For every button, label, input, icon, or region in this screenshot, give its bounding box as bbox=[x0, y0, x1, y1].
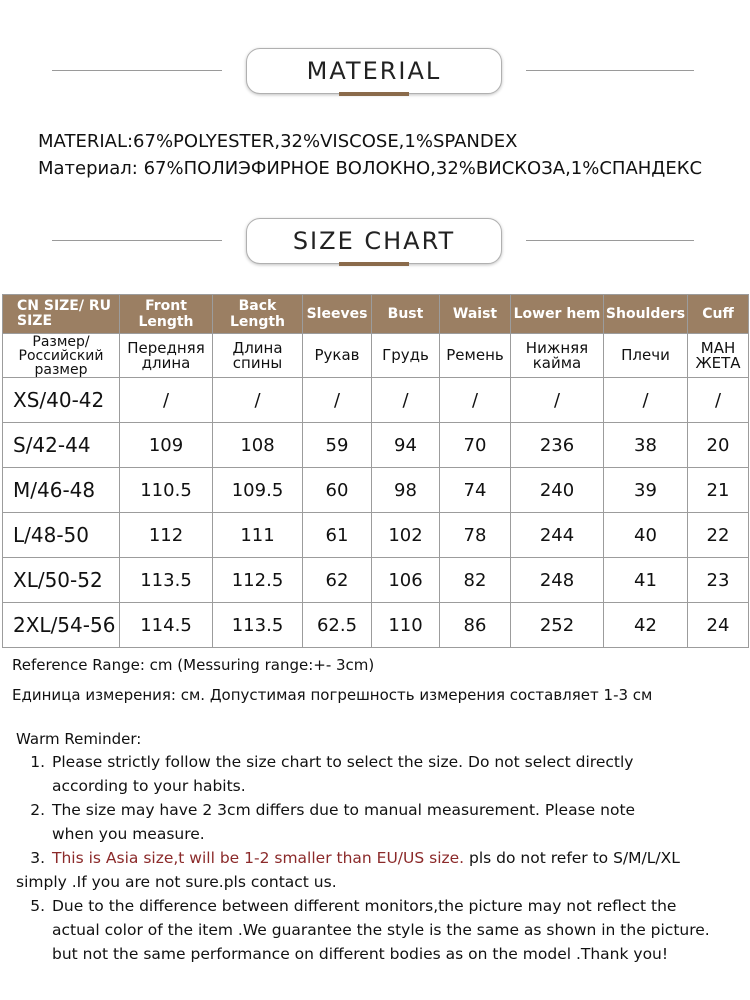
header-cell: Cuff bbox=[688, 295, 749, 334]
table-cell: / bbox=[440, 378, 511, 423]
table-cell: 240 bbox=[511, 468, 604, 513]
table-cell: 70 bbox=[440, 423, 511, 468]
table-cell: 111 bbox=[213, 513, 303, 558]
size-label-cell: S/42-44 bbox=[3, 423, 120, 468]
table-cell: 62 bbox=[303, 558, 372, 603]
reminder-text: simply .If you are not sure.pls contact us. bbox=[16, 873, 337, 891]
table-body bbox=[3, 378, 749, 648]
table-cell: / bbox=[604, 378, 688, 423]
table-cell: 94 bbox=[372, 423, 440, 468]
table-row bbox=[3, 603, 749, 648]
table-cell: 24 bbox=[688, 603, 749, 648]
header-cell: Back Length bbox=[213, 295, 303, 334]
table-cell: 82 bbox=[440, 558, 511, 603]
table-cell: 59 bbox=[303, 423, 372, 468]
header-cell: Рукав bbox=[303, 334, 372, 378]
table-cell: 98 bbox=[372, 468, 440, 513]
table-cell: 112.5 bbox=[213, 558, 303, 603]
reminder-text: Please strictly follow the size chart to select the size. Do not select directly bbox=[52, 753, 634, 771]
size-table bbox=[2, 294, 749, 648]
heading-accent-bar bbox=[339, 262, 409, 266]
reminder-item bbox=[50, 750, 746, 798]
header-cell: Ремень bbox=[440, 334, 511, 378]
table-cell: 21 bbox=[688, 468, 749, 513]
size-label-cell: M/46-48 bbox=[3, 468, 120, 513]
header-cell: Sleeves bbox=[303, 295, 372, 334]
table-cell: 23 bbox=[688, 558, 749, 603]
reminder-item bbox=[50, 846, 746, 870]
table-cell: 20 bbox=[688, 423, 749, 468]
table-cell: 244 bbox=[511, 513, 604, 558]
table-cell: / bbox=[372, 378, 440, 423]
table-cell: 109 bbox=[120, 423, 213, 468]
header-cell: Нижняя кайма bbox=[511, 334, 604, 378]
table-row bbox=[3, 378, 749, 423]
table-cell: / bbox=[120, 378, 213, 423]
table-cell: 39 bbox=[604, 468, 688, 513]
reminder-text: actual color of the item .We guarantee the style is the same as shown in the picture. bbox=[52, 921, 710, 939]
table-cell: 40 bbox=[604, 513, 688, 558]
table-cell: 252 bbox=[511, 603, 604, 648]
table-cell: 114.5 bbox=[120, 603, 213, 648]
table-cell: 61 bbox=[303, 513, 372, 558]
size-chart-heading-block bbox=[0, 210, 750, 270]
table-cell: 109.5 bbox=[213, 468, 303, 513]
header-cell: Lower hem bbox=[511, 295, 604, 334]
header-cell: Грудь bbox=[372, 334, 440, 378]
table-cell: 74 bbox=[440, 468, 511, 513]
reminder-item bbox=[50, 798, 746, 846]
table-cell: 60 bbox=[303, 468, 372, 513]
header-cell: МАН ЖЕТА bbox=[688, 334, 749, 378]
material-ru: Материал: 67%ПОЛИЭФИРНОЕ ВОЛОКНО,32%ВИСКОЗА,1%СПАНДЕКС bbox=[38, 158, 703, 179]
divider-right bbox=[526, 240, 694, 241]
header-cell: Shoulders bbox=[604, 295, 688, 334]
table-cell: 248 bbox=[511, 558, 604, 603]
table-cell: 41 bbox=[604, 558, 688, 603]
size-chart-heading bbox=[246, 218, 502, 264]
divider-left bbox=[52, 70, 222, 71]
warm-reminder bbox=[16, 730, 746, 966]
table-cell: / bbox=[303, 378, 372, 423]
table-cell: / bbox=[213, 378, 303, 423]
header-cell: Bust bbox=[372, 295, 440, 334]
table-cell: 62.5 bbox=[303, 603, 372, 648]
size-label-cell: XS/40-42 bbox=[3, 378, 120, 423]
table-cell: 102 bbox=[372, 513, 440, 558]
material-composition bbox=[38, 128, 738, 182]
header-cell: CN SIZE/ RU SIZE bbox=[3, 295, 120, 334]
table-cell: 110 bbox=[372, 603, 440, 648]
size-label-cell: L/48-50 bbox=[3, 513, 120, 558]
material-en: MATERIAL:67%POLYESTER,32%VISCOSE,1%SPANDEX bbox=[38, 131, 518, 152]
header-cell: Длина спины bbox=[213, 334, 303, 378]
material-heading-text: MATERIAL bbox=[306, 57, 442, 85]
size-chart-heading-text: SIZE CHART bbox=[292, 227, 456, 255]
table-cell: 106 bbox=[372, 558, 440, 603]
table-header-en bbox=[3, 295, 749, 334]
reminder-text: pls do not refer to S/M/L/XL bbox=[464, 849, 680, 867]
header-cell: Плечи bbox=[604, 334, 688, 378]
table-cell: 78 bbox=[440, 513, 511, 558]
size-label-cell: 2XL/54-56 bbox=[3, 603, 120, 648]
table-cell: 112 bbox=[120, 513, 213, 558]
reminder-text: according to your habits. bbox=[52, 777, 246, 795]
material-heading-block bbox=[0, 40, 750, 100]
table-cell: 108 bbox=[213, 423, 303, 468]
heading-accent-bar bbox=[339, 92, 409, 96]
reminder-warning-text: This is Asia size,t will be 1-2 smaller than EU/US size. bbox=[52, 849, 465, 867]
header-cell: Размер/ Российский размер bbox=[3, 334, 120, 378]
divider-right bbox=[526, 70, 694, 71]
header-cell: Waist bbox=[440, 295, 511, 334]
table-row bbox=[3, 513, 749, 558]
reminder-item bbox=[50, 894, 746, 966]
table-cell: 113.5 bbox=[213, 603, 303, 648]
table-cell: 236 bbox=[511, 423, 604, 468]
material-heading bbox=[246, 48, 502, 94]
reminder-text: The size may have 2 3cm differs due to manual measurement. Please note bbox=[52, 801, 636, 819]
table-cell: 86 bbox=[440, 603, 511, 648]
header-cell: Front Length bbox=[120, 295, 213, 334]
reminder-text: but not the same performance on different bodies as on the model .Thank you! bbox=[52, 945, 669, 963]
reference-range-en: Reference Range: cm (Messuring range:+- 3cm) bbox=[12, 656, 375, 674]
reminder-list bbox=[16, 750, 746, 966]
table-cell: / bbox=[511, 378, 604, 423]
table-cell: / bbox=[688, 378, 749, 423]
table-cell: 42 bbox=[604, 603, 688, 648]
header-cell: Передняя длина bbox=[120, 334, 213, 378]
table-row bbox=[3, 423, 749, 468]
divider-left bbox=[52, 240, 222, 241]
table-cell: 113.5 bbox=[120, 558, 213, 603]
table-header-ru bbox=[3, 334, 749, 378]
reminder-title: Warm Reminder: bbox=[16, 730, 142, 748]
reminder-text: Due to the difference between different monitors,the picture may not reflect the bbox=[52, 897, 677, 915]
table-cell: 110.5 bbox=[120, 468, 213, 513]
size-label-cell: XL/50-52 bbox=[3, 558, 120, 603]
table-cell: 38 bbox=[604, 423, 688, 468]
reminder-continuation bbox=[16, 870, 746, 894]
table-cell: 22 bbox=[688, 513, 749, 558]
reference-range-ru: Единица измерения: см. Допустимая погрешность измерения составляет 1-3 см bbox=[12, 686, 653, 704]
table-row bbox=[3, 558, 749, 603]
reminder-text: when you measure. bbox=[52, 825, 205, 843]
table-row bbox=[3, 468, 749, 513]
